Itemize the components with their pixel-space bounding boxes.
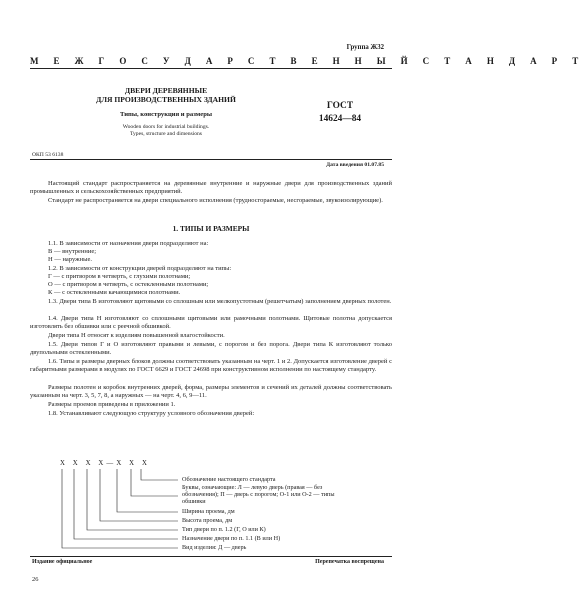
standard-banner: М Е Ж Г О С У Д А Р С Т В Е Н Н Ы Й С Т А Н Д А Р Т: [30, 56, 585, 66]
clause-1-2: 1.2. В зависимости от конструкции дверей подразделяют на типы:: [48, 265, 232, 272]
leader-letters: [131, 469, 178, 496]
intro-paragraph-2: Стандарт не распространяется на двери специального исполнения (трудносгораемые, несгораемые, звукоизолирующие).: [48, 197, 383, 204]
section-1-heading: 1. ТИПЫ И РАЗМЕРЫ: [172, 224, 250, 233]
clause-1-1-v: В — внутренние;: [48, 248, 97, 255]
okp-code: ОКП 53 6138: [32, 152, 64, 158]
leader-standard: [141, 469, 178, 480]
legend-height: Высота проема, дм: [182, 517, 233, 524]
gost-label: ГОСТ: [326, 101, 354, 111]
clause-1-1-n: Н — наружные.: [48, 256, 92, 263]
legend-letters-2: обозначения); П — дверь с порогом; О-1 или О-2 — типы: [182, 491, 335, 498]
leader-kind: [62, 469, 178, 548]
footer-rule: [30, 556, 392, 557]
clause-1-5: 1.5. Двери типов Г и О изготовляют правыми и левыми, с порогом и без порога. Двери типа К изготовляют только двупольными остекленными.: [30, 341, 392, 357]
legend-type: Тип двери по п. 1.2 (Г, О или К): [182, 526, 266, 533]
clause-1-2-g: Г — с притвором в четверть, с глухими полотнами;: [48, 273, 191, 280]
english-title-line1: Wooden doors for industrial buildings.: [122, 124, 210, 130]
legend-kind: Вид изделия: Д — дверь: [182, 544, 247, 551]
group-code: Группа Ж32: [346, 44, 384, 51]
page-number: 26: [32, 576, 39, 583]
english-title-line2: Types, structure and dimensions: [129, 131, 202, 137]
designation-code: Х Х Х Х—Х Х Х: [60, 460, 150, 467]
clause-1-6: 1.6. Типы и размеры дверных блоков должны соответствовать указанным на черт. 1 и 2. Допускается изготовление дверей с габаритными размерами в модулях по ГОСТ 6629 и ГОСТ 24698 при конструктивном исполнении по настоящему стандарту.: [30, 358, 392, 374]
legend-standard: Обозначение настоящего стандарта: [182, 476, 276, 483]
footer-reprint: Перепечатка воспрещена: [315, 559, 384, 565]
gost-number: 14624—84: [318, 114, 362, 124]
legend-letters-3: обшивки: [182, 498, 206, 505]
legend-purpose: Назначение двери по п. 1.1 (В или Н): [182, 535, 281, 542]
legend-letters-1: Буквы, означающие: Л — левую дверь (правая — без: [182, 484, 323, 491]
clause-1-2-o: О — с притвором в четверть, с остекленными полотнами;: [48, 281, 209, 288]
clause-1-7-b: Размеры проемов приведены в приложении 1.: [48, 401, 176, 408]
leader-height: [100, 469, 178, 521]
legend-width: Ширина проема, дм: [182, 508, 235, 515]
clause-1-2-k: К — с остекленными качающимися полотнами.: [48, 289, 181, 296]
date-introduced: Дата введения 01.07.85: [326, 162, 384, 168]
leader-purpose: [74, 469, 178, 539]
clause-1-1: 1.1. В зависимости от назначения двери подразделяют на:: [48, 240, 209, 247]
clause-1-4-b: Двери типа Н относят к изделиям повышенной влагостойкости.: [48, 332, 225, 339]
intro-paragraph-1: Настоящий стандарт распространяется на деревянные внутренние и наружные двери для производственных зданий промышленных и сельскохозяйственных предприятий.: [30, 180, 392, 196]
clause-1-8: 1.8. Устанавливают следующую структуру условного обозначения дверей:: [48, 410, 255, 417]
leader-width: [117, 469, 178, 512]
clause-1-4: 1.4. Двери типа Н изготовляют со сплошными щитовыми или рамочными полотнами. Щитовые полотна допускается изготовлять без обшивки или с реечной обшивкой.: [30, 315, 392, 331]
clause-1-7: Размеры полотен и коробок внутренних дверей, форма, размеры элементов и сечений их деталей должны соответствовать указанным на черт. 3, 5, 7, 8, а наружных — на черт. 4, 6, 9—11.: [30, 384, 392, 400]
doc-title-line1: ДВЕРИ ДЕРЕВЯННЫЕ: [124, 86, 208, 95]
clause-1-3: 1.3. Двери типа В изготовляют щитовыми со сплошным или мелкопустотным (решетчатым) заполнением дверных полотен.: [48, 298, 392, 305]
doc-title-line2: ДЛЯ ПРОИЗВОДСТВЕННЫХ ЗДАНИЙ: [96, 95, 236, 104]
footer-official: Издание официальное: [32, 559, 93, 565]
doc-subtitle: Типы, конструкция и размеры: [119, 111, 213, 118]
